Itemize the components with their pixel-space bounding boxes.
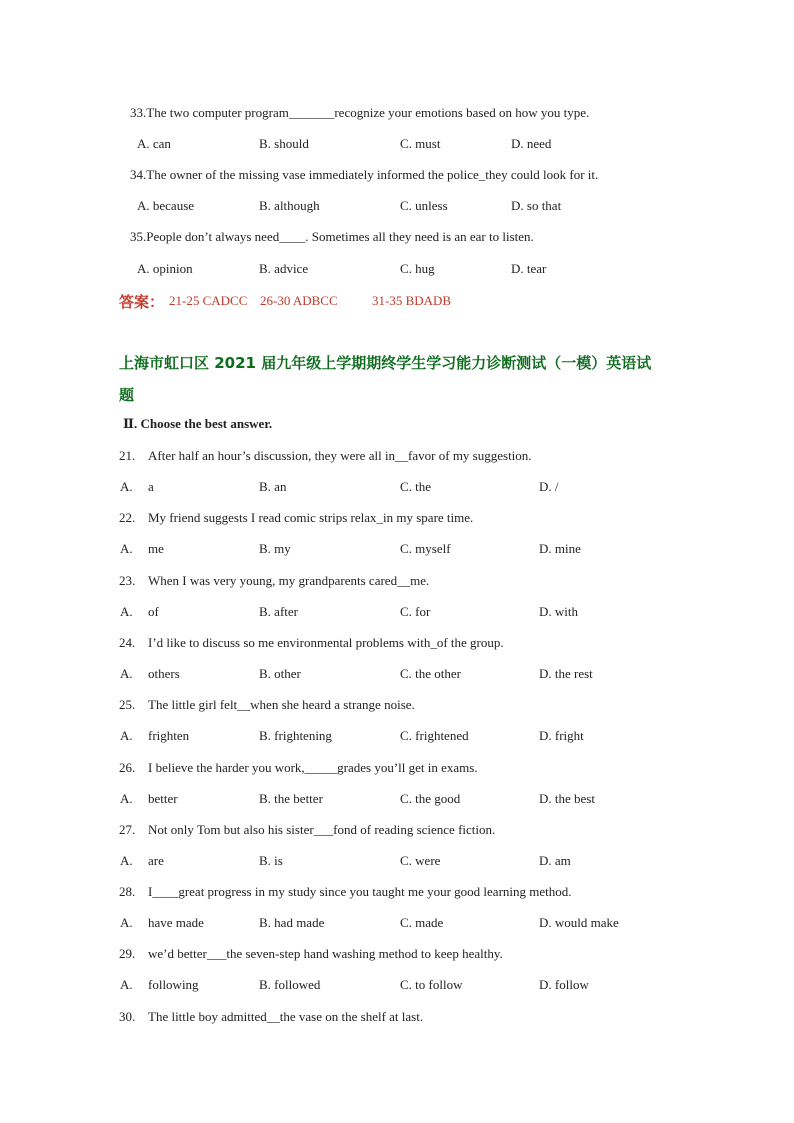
option-text: C. the other	[400, 665, 462, 681]
question-number: 26.	[119, 759, 136, 775]
option-a-letter: A.	[120, 479, 133, 494]
answer-key	[119, 291, 452, 312]
option-c: C. unless	[400, 198, 448, 213]
question-33	[130, 105, 589, 121]
question-21	[119, 448, 532, 464]
option-a-letter: A.	[120, 915, 133, 931]
option-text: D. mine	[539, 541, 581, 557]
question-number: 23.	[119, 572, 136, 588]
question-number: 21.	[119, 448, 136, 463]
question-text: The little boy admitted__the vase on the shelf at last.	[148, 1008, 424, 1024]
option-a-letter: A.	[120, 977, 133, 993]
option-text: D. the rest	[539, 665, 593, 681]
option-a: A. because	[137, 198, 195, 213]
option-d: D. tear	[511, 261, 547, 276]
options-24	[0, 666, 794, 682]
option-text: D. follow	[539, 977, 589, 993]
question-35	[130, 229, 534, 245]
option-text: are	[148, 852, 164, 868]
question-number: 28.	[119, 884, 136, 900]
question-text: People don’t always need____. Sometimes all they need is an ear to listen.	[146, 229, 534, 244]
question-number: 33.	[130, 105, 147, 120]
options-26	[0, 791, 794, 807]
option-text: B. other	[259, 665, 301, 681]
option-text: B. followed	[259, 977, 321, 993]
question-number: 24.	[119, 634, 136, 650]
question-number: 27.	[119, 821, 136, 837]
question-text: The two computer program_______recognize your emotions based on how you type.	[146, 105, 590, 120]
question-text: Not only Tom but also his sister___fond of reading science fiction.	[148, 821, 496, 837]
question-number: 29.	[119, 946, 136, 962]
options-28	[0, 915, 794, 931]
option-text: frighten	[148, 728, 190, 744]
option-text: C. frightened	[400, 728, 469, 744]
question-text: When I was very young, my grandparents cared__me.	[148, 572, 430, 588]
options-35	[0, 261, 794, 277]
exam-title-line-1: 上海市虹口区 2021 届九年级上学期期终学生学习能力诊断测试（一模）英语试	[119, 354, 652, 372]
exam-title-line-2: 题	[119, 386, 135, 404]
option-a: A. opinion	[137, 261, 193, 276]
option-text: better	[148, 790, 178, 806]
question-text: My friend suggests I read comic strips relax_in my spare time.	[148, 510, 474, 526]
section-heading: Ⅱ. Choose the best answer.	[123, 416, 273, 431]
option-text: D. am	[539, 852, 571, 868]
options-29	[0, 977, 794, 993]
option-text: C. the good	[400, 790, 461, 806]
option-d: D. so that	[511, 198, 562, 213]
option-c: C. hug	[400, 261, 435, 276]
option-text: others	[148, 665, 180, 681]
option-b: B. advice	[259, 261, 309, 276]
option-text: B. my	[259, 541, 291, 557]
option-text: C. to follow	[400, 977, 463, 993]
option-text: C. for	[400, 603, 431, 619]
answer-segment: 26-30 ADBCC	[260, 293, 338, 308]
option-a-letter: A.	[120, 665, 133, 681]
option-text: D. the best	[539, 790, 595, 806]
answer-label: 答案：	[119, 293, 165, 311]
option-c: C. must	[400, 136, 441, 151]
question-number: 30.	[119, 1008, 136, 1024]
question-text: After half an hour’s discussion, they were all in__favor of my suggestion.	[148, 448, 532, 463]
option-text: D. /	[539, 479, 559, 494]
options-34	[0, 198, 794, 214]
question-number: 22.	[119, 510, 136, 526]
option-a-letter: A.	[120, 728, 133, 744]
option-text: C. were	[400, 852, 441, 868]
options-25	[0, 728, 794, 744]
option-text: D. with	[539, 603, 578, 619]
option-a: A. can	[137, 136, 171, 151]
question-26	[119, 759, 478, 776]
question-29	[119, 946, 503, 962]
option-text: B. the better	[259, 790, 323, 806]
question-34	[130, 167, 598, 183]
option-a-letter: A.	[120, 603, 133, 619]
options-33	[0, 136, 794, 152]
option-b: B. should	[259, 136, 309, 151]
option-text: D. would make	[539, 915, 619, 931]
question-number: 25.	[119, 697, 136, 713]
question-text: The little girl felt__when she heard a strange noise.	[148, 697, 415, 713]
question-number: 35.	[130, 229, 147, 244]
question-22	[119, 510, 474, 526]
option-text: following	[148, 977, 199, 993]
option-text: of	[148, 603, 159, 619]
question-27	[119, 821, 496, 838]
options-22	[0, 541, 794, 557]
options-23	[0, 604, 794, 620]
option-b: B. although	[259, 198, 320, 213]
option-a-letter: A.	[120, 541, 133, 557]
option-text: B. frightening	[259, 728, 332, 744]
option-text: B. after	[259, 603, 298, 619]
option-a-letter: A.	[120, 790, 133, 806]
answer-segment: 21-25 CADCC	[169, 293, 248, 308]
question-number: 34.	[130, 167, 147, 182]
question-text: I’d like to discuss so me environmental problems with_of the group.	[148, 634, 504, 650]
option-text: D. fright	[539, 728, 584, 744]
question-25	[119, 697, 415, 713]
option-text: B. had made	[259, 915, 325, 931]
options-27	[0, 853, 794, 869]
options-21	[0, 479, 794, 495]
option-text: C. made	[400, 915, 444, 931]
question-text: The owner of the missing vase immediately informed the police_they could look for it.	[146, 167, 599, 182]
option-text: a	[148, 479, 154, 494]
question-text: I____great progress in my study since you taught me your good learning method.	[148, 884, 572, 900]
option-text: C. myself	[400, 541, 451, 557]
question-24	[119, 634, 504, 651]
option-d: D. need	[511, 136, 552, 151]
option-text: B. is	[259, 852, 283, 868]
option-text: have made	[148, 915, 204, 931]
question-text: I believe the harder you work,_____grades you’ll get in exams.	[148, 759, 478, 775]
option-text: C. the	[400, 479, 432, 494]
question-30	[119, 1008, 424, 1025]
question-text: we’d better___the seven-step hand washing method to keep healthy.	[148, 946, 503, 962]
option-a-letter: A.	[120, 852, 133, 868]
question-23	[119, 572, 430, 589]
option-text: me	[148, 541, 164, 557]
option-text: B. an	[259, 479, 287, 494]
answer-segment: 31-35 BDADB	[372, 293, 452, 308]
question-28	[119, 884, 572, 900]
